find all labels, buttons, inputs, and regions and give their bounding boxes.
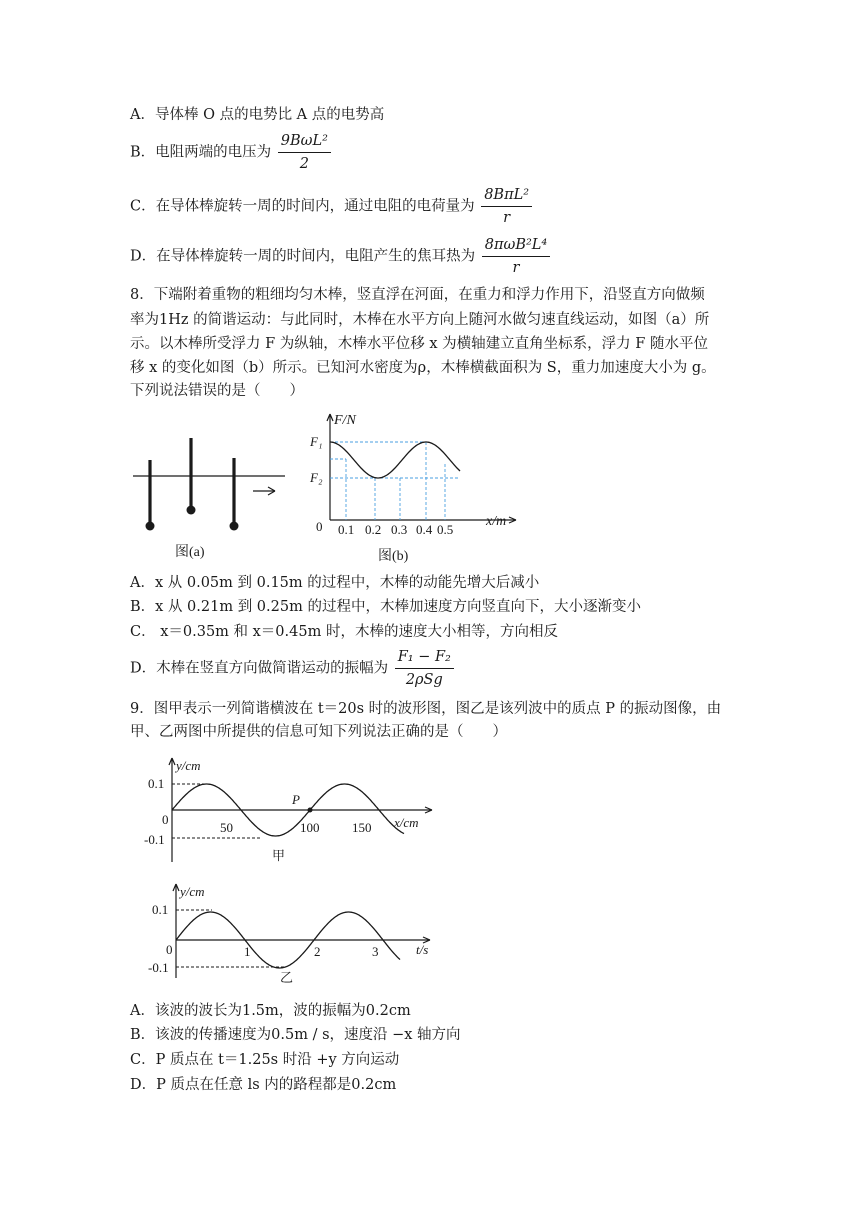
q8-stem-line-3: 示。以木棒所受浮力 F 为纵轴，木棒水平位移 x 为横轴建立直角坐标系，浮力 F 随水平位 (130, 336, 708, 352)
q7-option-c-numerator: 8BπL² (481, 184, 532, 207)
q9-graph-yi (140, 878, 440, 990)
yi-guide-lines (176, 910, 285, 967)
yi-tick-1: 1 (244, 944, 251, 959)
rod-3-weight (230, 522, 239, 531)
jia-origin: 0 (162, 812, 169, 827)
fig-b-tick-0.3: 0.3 (391, 522, 408, 537)
q8-stem-line-2: 率为1Hz 的简谐运动：与此同时，木棒在水平方向上随河水做匀速直线运动，如图（a）所 (130, 312, 710, 328)
q7-option-c-fraction (481, 184, 532, 229)
q9-option-b: B．该波的传播速度为0.5m / s，速度沿 −x 轴方向 (130, 1027, 461, 1043)
yi-ymin-label: -0.1 (148, 960, 169, 975)
q8-stem-line-5: 下列说法错误的是（ ） (130, 383, 304, 399)
fig-b-origin: 0 (316, 519, 323, 534)
yi-ymax-label: 0.1 (152, 902, 169, 917)
fig-b-tick-0.5: 0.5 (437, 522, 454, 537)
q8-option-b: B．x 从 0.21m 到 0.25m 的过程中，木棒加速度方向竖直向下，大小逐渐变小 (130, 599, 641, 615)
jia-point-label: P (292, 792, 300, 807)
q9-option-c: C．P 质点在 t＝1.25s 时沿 +y 方向运动 (130, 1052, 400, 1068)
fig-b-caption: 图(b) (378, 549, 409, 564)
fig-b-y-label: F/N (334, 413, 356, 428)
q9-stem-line-2: 甲、乙两图中所提供的信息可知下列说法正确的是（ ） (130, 724, 507, 740)
rod-2-weight (187, 506, 196, 515)
fig-b-f1-label: F₁ (310, 434, 323, 449)
q7-option-c-text: C．在导体棒旋转一周的时间内，通过电阻的电荷量为 (130, 198, 475, 215)
q8-option-a: A．x 从 0.05m 到 0.15m 的过程中，木棒的动能先增大后减小 (130, 575, 540, 591)
yi-y-label: y/cm (180, 884, 205, 899)
q7-option-c-denominator: r (503, 210, 511, 226)
q8-stem-line-1: 8．下端附着重物的粗细均匀木棒，竖直浮在河面，在重力和浮力作用下，沿竖直方向做频 (130, 287, 705, 303)
q8-option-d-denominator: 2ρSg (405, 672, 443, 688)
jia-tick-100: 100 (300, 820, 320, 835)
jia-caption: 甲 (272, 848, 286, 863)
q7-option-b-numerator: 9BωL² (278, 130, 331, 153)
jia-tick-150: 150 (352, 820, 372, 835)
q8-figure-a (125, 420, 295, 570)
jia-y-label: y/cm (176, 758, 201, 773)
q8-option-d (130, 646, 454, 691)
yi-caption: 乙 (280, 970, 294, 985)
point-p-marker (308, 808, 313, 813)
fig-a-caption: 图(a) (175, 545, 205, 560)
q8-figure-b (300, 404, 530, 568)
q7-option-d-numerator: 8πωB²L⁴ (482, 234, 551, 257)
fig-b-force-curve (330, 442, 460, 478)
q8-option-c: C． x＝0.35m 和 x＝0.45m 时，木棒的速度大小相等，方向相反 (130, 624, 558, 640)
fig-b-f2-label: F₂ (310, 470, 323, 485)
fig-b-tick-0.4: 0.4 (416, 522, 433, 537)
q7-option-d-text: D．在导体棒旋转一周的时间内，电阻产生的焦耳热为 (130, 248, 476, 265)
q9-graph-jia (140, 752, 440, 868)
q7-option-b (130, 130, 331, 175)
rod-1-weight (146, 522, 155, 531)
fig-b-x-label: x/m (486, 514, 507, 529)
q7-option-d (130, 234, 550, 279)
jia-tick-50: 50 (220, 820, 233, 835)
yi-tick-3: 3 (372, 944, 379, 959)
jia-x-label: x/cm (394, 815, 419, 830)
q8-option-d-fraction (395, 646, 454, 691)
q8-option-d-numerator: F₁ − F₂ (395, 646, 454, 669)
jia-ymax-label: 0.1 (148, 776, 165, 791)
fig-b-tick-0.1: 0.1 (338, 522, 355, 537)
q7-option-d-denominator: r (512, 260, 520, 276)
q7-option-b-text: B．电阻两端的电压为 (130, 144, 272, 161)
jia-guide-lines (172, 784, 262, 838)
yi-x-label: t/s (416, 942, 429, 957)
q7-option-c (130, 184, 532, 229)
q7-option-b-denominator: 2 (299, 156, 309, 172)
q9-option-a: A．该波的波长为1.5m，波的振幅为0.2cm (130, 1003, 411, 1019)
q9-option-d: D．P 质点在任意 ls 内的路程都是0.2cm (130, 1077, 397, 1093)
q7-option-b-fraction (278, 130, 331, 175)
yi-origin: 0 (166, 942, 173, 957)
q7-option-d-fraction (482, 234, 551, 279)
fig-b-tick-0.2: 0.2 (365, 522, 382, 537)
yi-tick-2: 2 (314, 944, 321, 959)
jia-ymin-label: -0.1 (144, 832, 165, 847)
q9-stem-line-1: 9．图甲表示一列简谐横波在 t＝20s 时的波形图，图乙是该列波中的质点 P 的振动图像，由 (130, 701, 722, 717)
q7-option-a: A．导体棒 O 点的电势比 A 点的电势高 (130, 107, 385, 123)
q8-option-d-text: D．木棒在竖直方向做简谐运动的振幅为 (130, 660, 389, 677)
q8-stem-line-4: 移 x 的变化如图（b）所示。已知河水密度为ρ，木棒横截面积为 S，重力加速度大小为 g。 (130, 360, 716, 376)
